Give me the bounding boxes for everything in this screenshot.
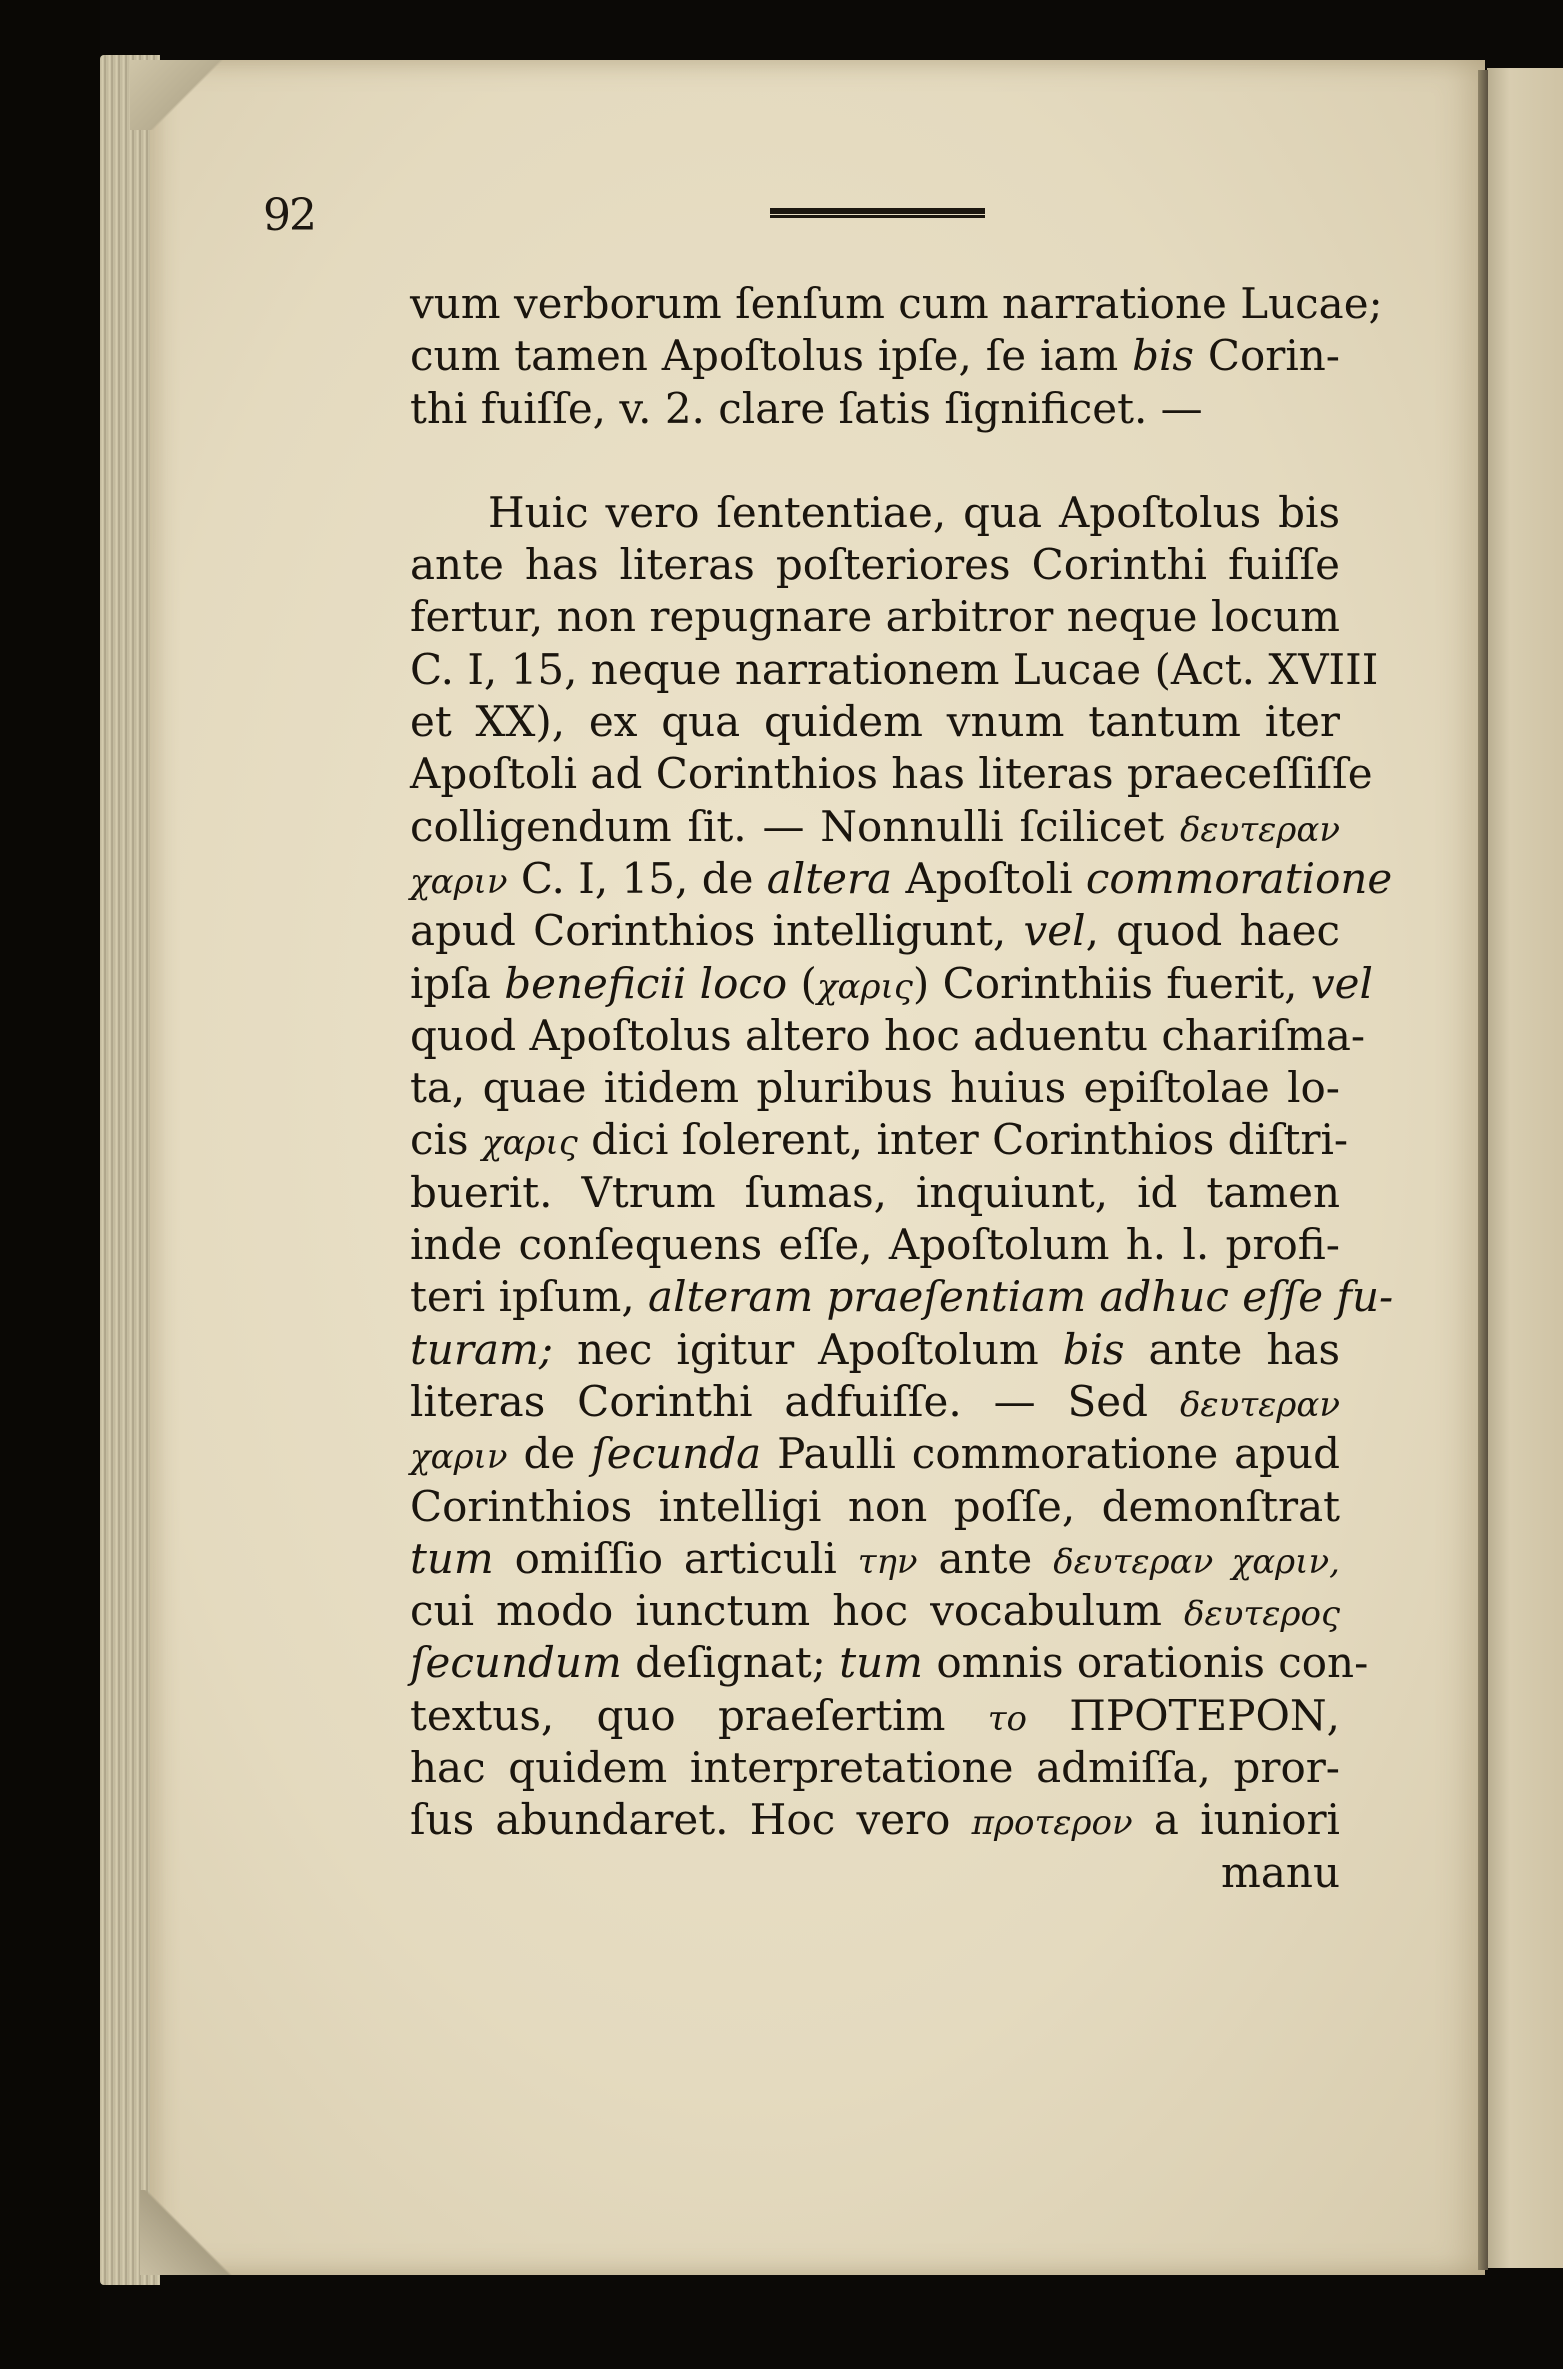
greek-word: δευτερος — [1184, 1594, 1340, 1635]
italic-word: vel — [1023, 906, 1086, 956]
text-line — [410, 1376, 1340, 1428]
text-line — [410, 539, 1340, 591]
greek-word: χαριν — [410, 861, 508, 902]
text-line — [410, 1324, 1340, 1376]
text-run: nec igitur Apoſtolum — [553, 1324, 1063, 1374]
text-run: ipſa — [410, 958, 505, 1008]
text-run: vum verborum ſenſum cum narratione Lucae; — [410, 279, 1383, 328]
text-line — [410, 1637, 1369, 1689]
italic-word: tum — [839, 1638, 923, 1688]
text-line — [410, 853, 1393, 905]
italic-word: bis — [1062, 1324, 1125, 1374]
text-line — [410, 696, 1340, 748]
text-run: C. I, 15, de — [507, 853, 767, 903]
greek-word: χαριν — [410, 1437, 508, 1478]
text-line — [410, 1533, 1340, 1585]
greek-word: χαρις — [481, 1123, 578, 1164]
text-line — [410, 1062, 1340, 1114]
text-run: omiſſio articuli — [493, 1533, 858, 1583]
text-run: ſus abundaret. Hoc vero — [410, 1795, 972, 1845]
text-run: manu — [1221, 1847, 1340, 1897]
text-run: inde conſequens eſſe, Apoſtolum h. l. profi- — [410, 1220, 1340, 1270]
facing-page-edge — [1487, 68, 1563, 2268]
text-run: teri ipſum, — [410, 1272, 649, 1322]
text-run: Paulli commoratione apud — [761, 1429, 1340, 1479]
italic-word: bis — [1132, 331, 1194, 381]
text-line — [410, 905, 1340, 957]
text-run: dici ſolerent, inter Corinthios diſtri- — [577, 1115, 1349, 1165]
text-run: literas Corinthi adfuiſſe. — Sed — [410, 1376, 1180, 1426]
body-text — [410, 278, 1394, 1899]
text-line — [410, 1690, 1340, 1742]
text-run: buerit. Vtrum ſumas, inquiunt, id tamen — [410, 1167, 1340, 1217]
gutter — [1478, 70, 1488, 2270]
text-run: ante has literas poſteriores Corinthi fuiſſe — [410, 540, 1340, 590]
text-line — [410, 1742, 1340, 1794]
corner-fold-top — [130, 60, 240, 130]
text-run: apud Corinthios intelligunt, — [410, 906, 1024, 956]
text-run: Apoſtoli — [892, 853, 1086, 903]
text-run: et XX), ex qua quidem vnum tantum iter — [410, 697, 1340, 747]
text-run: thi fuiſſe, v. 2. clare ſatis ſignificet. — — [410, 383, 1203, 433]
header-rule — [770, 208, 985, 218]
italic-word: tum — [410, 1533, 494, 1583]
italic-word: ſecundum — [410, 1638, 622, 1688]
greek-word: την — [857, 1541, 918, 1582]
text-line — [410, 330, 1340, 382]
greek-word: χαρις — [816, 966, 913, 1007]
text-run: a iuniori — [1132, 1795, 1340, 1845]
text-line — [410, 591, 1340, 643]
italic-word: altera — [766, 853, 893, 903]
paragraph-gap — [410, 435, 1340, 487]
book-spine-shadow — [0, 0, 100, 2369]
text-run: hac quidem interpretatione admiſſa, pror- — [410, 1743, 1340, 1793]
text-run: ante has — [1124, 1324, 1341, 1374]
text-run: quod Apoſtolus altero hoc aduentu chariſma- — [410, 1010, 1366, 1060]
page-number: 92 — [263, 190, 315, 241]
text-run: ( — [787, 958, 817, 1008]
text-run: ) Corinthiis fuerit, — [912, 958, 1311, 1008]
text-line — [410, 383, 1340, 435]
text-line — [410, 1481, 1340, 1533]
greek-word: δευτεραν — [1179, 809, 1340, 850]
greek-word: δευτεραν χαριν, — [1053, 1541, 1340, 1582]
text-run: Corin- — [1193, 331, 1340, 381]
text-run: ante — [917, 1533, 1054, 1583]
italic-word: commoratione — [1085, 853, 1393, 903]
text-run: C. I, 15, neque narrationem Lucae (Act. XVIII — [410, 644, 1379, 694]
text-run: fertur, non repugnare arbitror neque locum — [410, 592, 1340, 642]
text-run: de — [507, 1429, 592, 1479]
text-line — [410, 1010, 1366, 1062]
text-line — [410, 1847, 1340, 1899]
italic-word: vel — [1310, 958, 1373, 1008]
italic-word: ſecunda — [591, 1429, 762, 1479]
italic-word: alteram praeſentiam adhuc eſſe fu- — [648, 1272, 1394, 1322]
corner-fold-bottom — [140, 2190, 240, 2275]
text-line — [410, 1114, 1349, 1166]
greek-word: δευτεραν — [1179, 1384, 1340, 1425]
greek-word: προτερον — [971, 1803, 1133, 1844]
text-run: , quod haec — [1085, 906, 1340, 956]
text-run: colligendum ſit. — Nonnulli ſcilicet — [410, 801, 1180, 851]
text-run: cis — [410, 1115, 482, 1165]
text-run: Huic vero ſententiae, qua Apoſtolus bis — [488, 487, 1340, 537]
text-run: omnis orationis con- — [923, 1638, 1369, 1688]
italic-word: turam; — [410, 1324, 554, 1374]
text-line — [410, 1428, 1340, 1480]
text-run: cum tamen Apoſtolus ipſe, ſe iam — [410, 331, 1133, 381]
text-line — [410, 1219, 1340, 1271]
text-line — [410, 644, 1379, 696]
text-run: Apoſtoli ad Corinthios has literas praeceſſiſſe — [410, 749, 1373, 799]
text-run: deſignat; — [621, 1638, 840, 1688]
text-run: Corinthios intelligi non poſſe, demonſtrat — [410, 1481, 1340, 1531]
text-line — [410, 487, 1340, 539]
text-line — [410, 801, 1340, 853]
text-line — [410, 958, 1373, 1010]
text-run: cui modo iunctum hoc vocabulum — [410, 1586, 1185, 1636]
italic-word: beneficii loco — [504, 958, 788, 1008]
text-run: ΠΡΟΤΕΡΟΝ, — [1026, 1690, 1340, 1740]
text-run: textus, quo praeſertim — [410, 1690, 988, 1740]
greek-word: το — [987, 1698, 1027, 1739]
text-line — [410, 278, 1383, 330]
text-line — [410, 1794, 1340, 1846]
text-run: ta, quae itidem pluribus huius epiſtolae lo- — [410, 1063, 1340, 1113]
text-line — [410, 1167, 1340, 1219]
text-line — [410, 1585, 1340, 1637]
text-line — [410, 1271, 1394, 1323]
text-line — [410, 748, 1373, 800]
